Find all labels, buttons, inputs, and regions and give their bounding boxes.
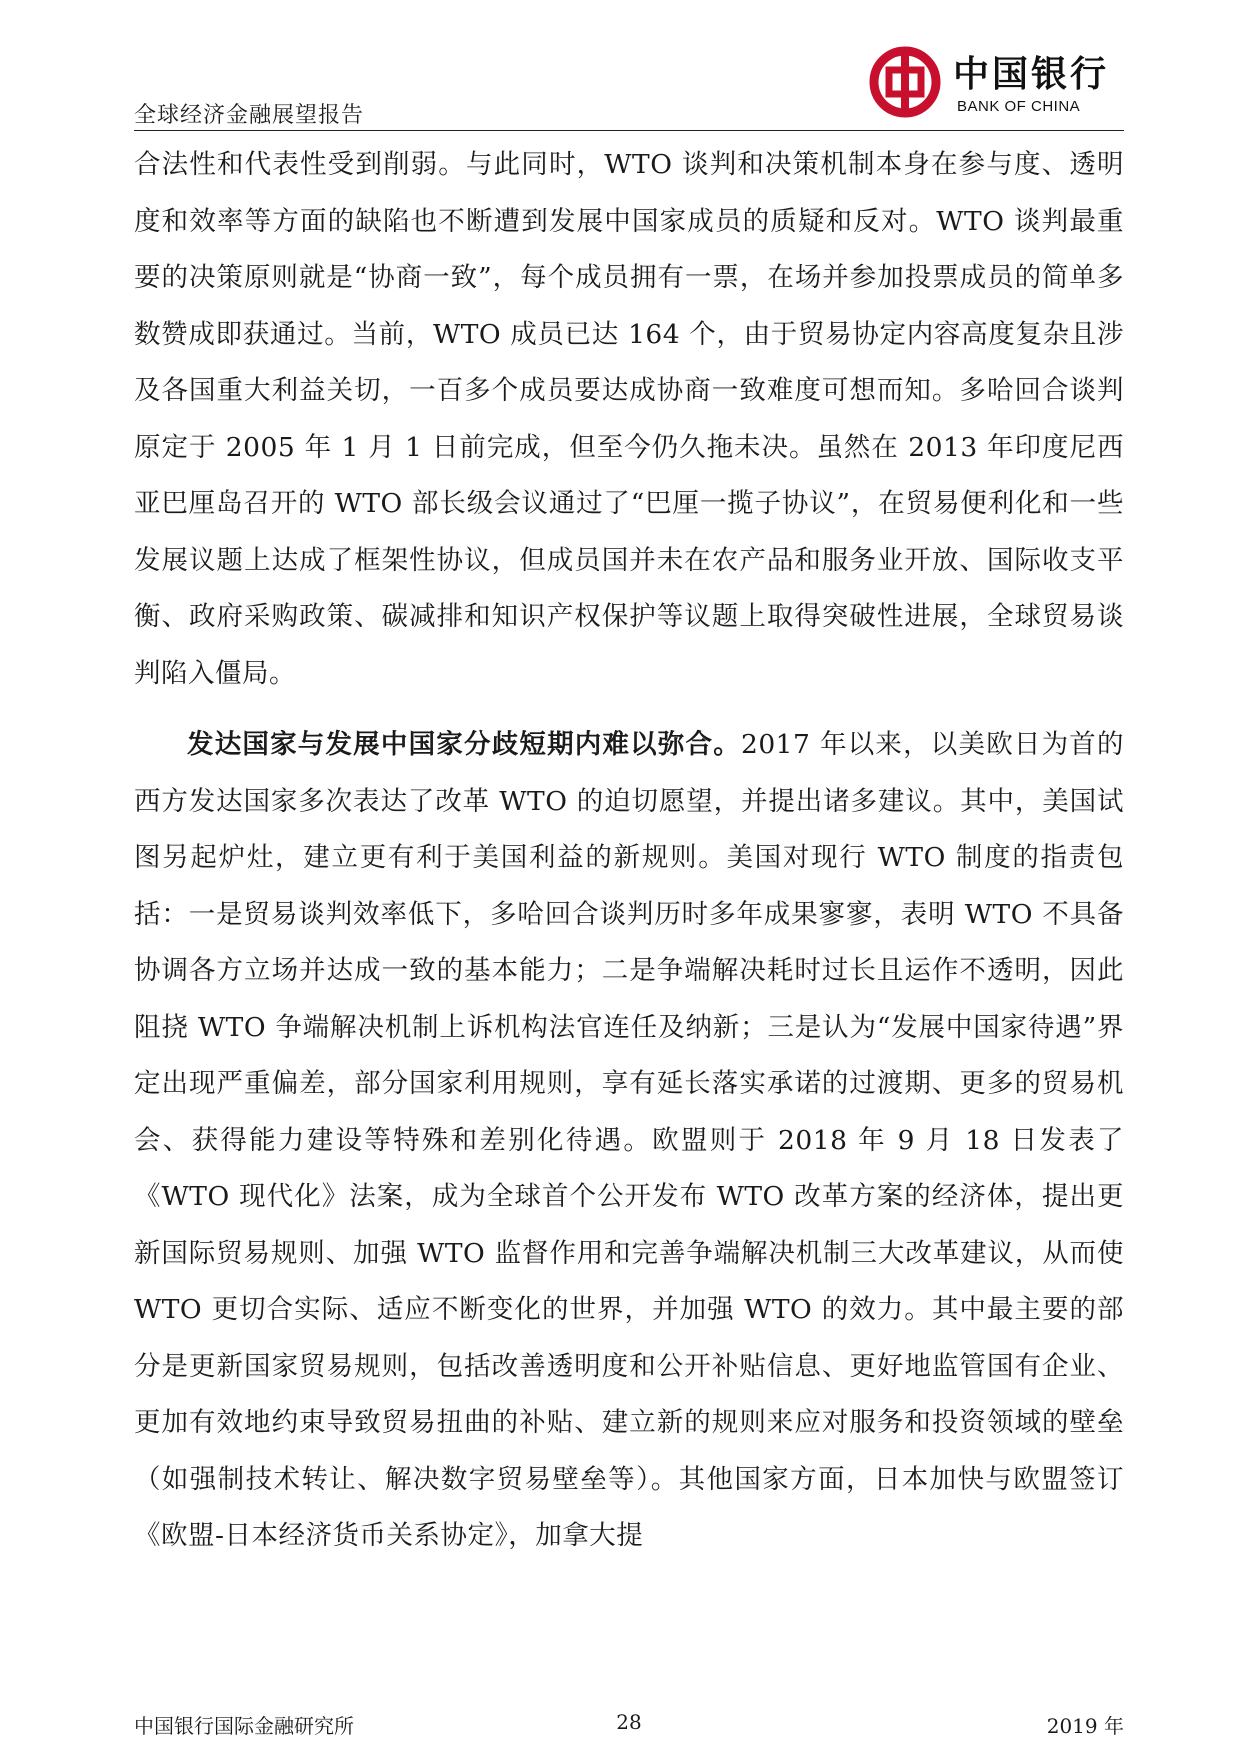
paragraph-text: 2017 年以来，以美欧日为首的西方发达国家多次表达了改革 WTO 的迫切愿望，并提出诸多建议。其中，美国试图另起炉灶，建立更有利于美国利益的新规则。美国对现行 WTO 制度的指责包括：一是贸易谈判效率低下，多哈回合谈判历时多年成果寥寥，表明 WTO 不具备协调各方立场并达成一致的基本能力；二是争端解决耗时过长且运作不透明，因此阻挠 WTO 争端解决机制上诉机构法官连任及纳新；三是认为“发展中国家待遇”界定出现严重偏差，部分国家利用规则，享有延长落实承诺的过渡期、更多的贸易机会、获得能力建设等特殊和差别化待遇。欧盟则于 2018 年 9 月 18 日发表了《WTO 现代化》法案，成为全球首个公开发布 WTO 改革方案的经济体，提出更新国际贸易规则、加强 WTO 监督作用和完善争端解决机制三大改革建议，从而使 WTO 更切合实际、适应不断变化的世界，并加强 WTO 的效力。其中最主要的部分是更新国家贸易规则，包括改善透明度和公开补贴信息、更好地监管国有企业、更加有效地约束导致贸易扭曲的补贴、建立新的规则来应对服务和投资领域的壁垒（如强制技术转让、解决数字贸易壁垒等）。其他国家方面，日本加快与欧盟签订《欧盟-日本经济货币关系协定》，加拿大提 [134,729,1124,1551]
report-title: 全球经济金融展望报告 [134,103,365,128]
paragraph-lead-sentence: 发达国家与发展中国家分歧短期内难以弥合。 [187,729,741,760]
page-number: 28 [616,1710,642,1734]
footer-institute: 中国银行国际金融研究所 [134,1714,354,1738]
page-body [134,137,1124,1565]
page-header [134,40,1124,130]
footer-year: 2019 年 [1046,1714,1124,1738]
bank-name-chinese: 中国银行 [953,53,1110,95]
bank-name-english: BANK OF CHINA [957,98,1081,115]
page-footer [134,1710,1124,1740]
bank-logo [869,40,1124,124]
bank-of-china-logo-icon [869,46,941,118]
body-paragraph [134,717,1124,1565]
header-divider [134,130,1124,131]
body-paragraph: 合法性和代表性受到削弱。与此同时，WTO 谈判和决策机制本身在参与度、透明度和效率等方面的缺陷也不断遭到发展中国家成员的质疑和反对。WTO 谈判最重要的决策原则就是“协商一致”，每个成员拥有一票，在场并参加投票成员的简单多数赞成即获通过。当前，WTO 成员已达 164 个，由于贸易协定内容高度复杂且涉及各国重大利益关切，一百多个成员要达成协商一致难度可想而知。多哈回合谈判原定于 2005 年 1 月 1 日前完成，但至今仍久拖未决。虽然在 2013 年印度尼西亚巴厘岛召开的 WTO 部长级会议通过了“巴厘一揽子协议”，在贸易便利化和一些发展议题上达成了框架性协议，但成员国并未在农产品和服务业开放、国际收支平衡、政府采购政策、碳减排和知识产权保护等议题上取得突破性进展，全球贸易谈判陷入僵局。 [134,149,1124,689]
